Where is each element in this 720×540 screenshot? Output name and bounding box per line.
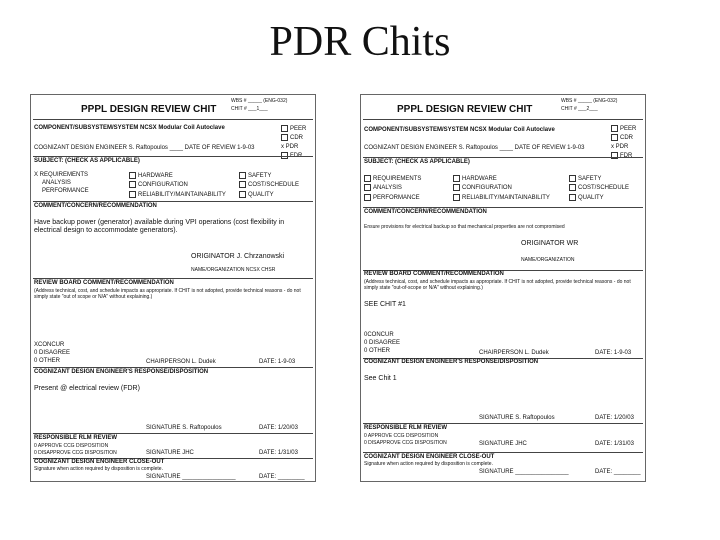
comment-heading: COMMENT/CONCERN/RECOMMENDATION bbox=[364, 209, 487, 215]
review-type-list: PEER CDR x PDR FDR bbox=[611, 126, 637, 159]
cde-field: COGNIZANT DESIGN ENGINEER S. Raftopoulos ____ DATE OF REVIEW 1-9-03 bbox=[34, 145, 255, 151]
chair-date: DATE: 1-9-03 bbox=[259, 359, 296, 365]
rlm-options: 0 APPROVE CCG DISPOSITION 0 DISAPPROVE CCG DISPOSITION bbox=[34, 443, 117, 456]
cde-signature-date: DATE: 1/20/03 bbox=[595, 415, 634, 421]
rlm-signature: SIGNATURE JHC bbox=[479, 441, 527, 447]
checkbox-icon bbox=[611, 125, 618, 132]
checkbox-icon bbox=[129, 172, 136, 179]
cde-field: COGNIZANT DESIGN ENGINEER S. Raftopoulos ____ DATE OF REVIEW 1-9-03 bbox=[364, 145, 585, 151]
chit-header: PPPL DESIGN REVIEW CHIT bbox=[81, 104, 217, 115]
cde-signature: SIGNATURE S. Raftopoulos bbox=[479, 415, 555, 421]
closeout-heading: COGNIZANT DESIGN ENGINEER CLOSE-OUT bbox=[34, 459, 165, 465]
cde-response-heading: COGNIZANT DESIGN ENGINEER'S RESPONSE/DISPOSITION bbox=[364, 359, 539, 365]
checkbox-icon bbox=[611, 134, 618, 141]
checkbox-icon bbox=[281, 134, 288, 141]
closeout-date: DATE: ________ bbox=[595, 469, 641, 475]
board-note: (Address technical, cost, and schedule impacts as appropriate. If CHIT is not adopted, provide technical reasons - do not simply state "out-of-scope or N/A" without explaining.) bbox=[364, 279, 631, 291]
subject-col-1: X REQUIREMENTS ANALYSIS PERFORMANCE bbox=[34, 172, 89, 195]
checkbox-icon bbox=[281, 125, 288, 132]
rlm-heading: RESPONSIBLE RLM REVIEW bbox=[34, 435, 118, 441]
wbs-number: WBS # _____ (ENG-032) bbox=[561, 98, 618, 104]
component-field: COMPONENT/SUBSYSTEM/SYSTEM NCSX Modular Coil Autoclave bbox=[34, 125, 225, 131]
checkbox-icon bbox=[364, 194, 371, 201]
design-review-chit-1 bbox=[30, 94, 316, 482]
component-field: COMPONENT/SUBSYSTEM/SYSTEM NCSX Modular Coil Autoclave bbox=[364, 127, 555, 133]
closeout-signature: SIGNATURE ________________ bbox=[146, 474, 236, 480]
checkbox-icon bbox=[129, 191, 136, 198]
chairperson: CHAIRPERSON L. Dudek bbox=[479, 350, 549, 356]
closeout-heading: COGNIZANT DESIGN ENGINEER CLOSE-OUT bbox=[364, 454, 495, 460]
rlm-signature: SIGNATURE JHC bbox=[146, 450, 194, 456]
subject-label: SUBJECT: (CHECK AS APPLICABLE) bbox=[34, 158, 140, 164]
checkbox-icon bbox=[453, 194, 460, 201]
cde-signature: SIGNATURE S. Raftopoulos bbox=[146, 425, 222, 431]
name-organization: NAME/ORGANIZATION bbox=[521, 257, 575, 263]
wbs-number: WBS # _____ (ENG-032) bbox=[231, 98, 288, 104]
chit-number: CHIT # ___1___ bbox=[231, 106, 268, 112]
cde-response-text: See Chit 1 bbox=[364, 375, 397, 382]
originator: ORIGINATOR WR bbox=[521, 240, 579, 247]
cde-response-heading: COGNIZANT DESIGN ENGINEER'S RESPONSE/DISPOSITION bbox=[34, 369, 209, 375]
checkbox-icon bbox=[239, 172, 246, 179]
concur-options: 0CONCUR 0 DISAGREE 0 OTHER bbox=[364, 332, 401, 355]
subject-label: SUBJECT: (CHECK AS APPLICABLE) bbox=[364, 159, 470, 165]
comment-heading: COMMENT/CONCERN/RECOMMENDATION bbox=[34, 203, 157, 209]
chair-date: DATE: 1-9-03 bbox=[595, 350, 632, 356]
checkbox-icon bbox=[569, 175, 576, 182]
review-type-list: PEER CDR x PDR FDR bbox=[281, 126, 307, 159]
rlm-options: 0 APPROVE CCG DISPOSITION 0 DISAPPROVE CCG DISPOSITION bbox=[364, 433, 447, 446]
comment-text: Ensure provisions for electrical backup so that mechanical properties are not compromised bbox=[364, 224, 565, 230]
comment-text: Have backup power (generator) available during VPI operations (cost flexibility in electrical design to accommodate generators). bbox=[34, 219, 285, 235]
board-heading: REVIEW BOARD COMMENT/RECOMMENDATION bbox=[364, 271, 504, 277]
subject-col-1: REQUIREMENTS ANALYSIS PERFORMANCE bbox=[364, 175, 421, 203]
subject-col-2: HARDWARE CONFIGURATION RELIABILITY/MAINTAINABILITY bbox=[129, 172, 226, 200]
board-response: SEE CHIT #1 bbox=[364, 301, 406, 308]
page-title: PDR Chits bbox=[269, 19, 451, 65]
name-organization: NAME/ORGANIZATION NCSX CHSR bbox=[191, 267, 276, 273]
checkbox-icon bbox=[129, 181, 136, 188]
subject-col-3: SAFETY COST/SCHEDULE QUALITY bbox=[239, 172, 299, 200]
checkbox-icon bbox=[239, 191, 246, 198]
originator: ORIGINATOR J. Chrzanowski bbox=[191, 253, 285, 260]
subject-col-2: HARDWARE CONFIGURATION RELIABILITY/MAINTAINABILITY bbox=[453, 175, 550, 203]
closeout-note: Signature when action required by disposition is complete. bbox=[34, 466, 163, 472]
closeout-date: DATE: ________ bbox=[259, 474, 305, 480]
checkbox-icon bbox=[453, 184, 460, 191]
checkbox-icon bbox=[364, 175, 371, 182]
board-note: (Address technical, cost, and schedule impacts as appropriate. If CHIT is not adopted, provide technical reasons - do not simply state "out of scope or N/A" without explaining.) bbox=[34, 288, 301, 300]
rlm-heading: RESPONSIBLE RLM REVIEW bbox=[364, 425, 448, 431]
design-review-chit-2 bbox=[360, 94, 646, 482]
chit-header: PPPL DESIGN REVIEW CHIT bbox=[397, 104, 533, 115]
rlm-date: DATE: 1/31/03 bbox=[259, 450, 298, 456]
checkbox-icon bbox=[453, 175, 460, 182]
subject-col-3: SAFETY COST/SCHEDULE QUALITY bbox=[569, 175, 629, 203]
cde-response-text: Present @ electrical review (FDR) bbox=[34, 385, 140, 392]
checkbox-icon bbox=[364, 184, 371, 191]
closeout-note: Signature when action required by disposition is complete. bbox=[364, 461, 493, 467]
cde-signature-date: DATE: 1/20/03 bbox=[259, 425, 298, 431]
checkbox-icon bbox=[239, 181, 246, 188]
checkbox-icon bbox=[569, 184, 576, 191]
chairperson: CHAIRPERSON L. Dudek bbox=[146, 359, 216, 365]
rlm-date: DATE: 1/31/03 bbox=[595, 441, 634, 447]
closeout-signature: SIGNATURE ________________ bbox=[479, 469, 569, 475]
concur-options: XCONCUR 0 DISAGREE 0 OTHER bbox=[34, 342, 71, 365]
board-heading: REVIEW BOARD COMMENT/RECOMMENDATION bbox=[34, 280, 174, 286]
chit-number: CHIT # ___2___ bbox=[561, 106, 598, 112]
checkbox-icon bbox=[569, 194, 576, 201]
